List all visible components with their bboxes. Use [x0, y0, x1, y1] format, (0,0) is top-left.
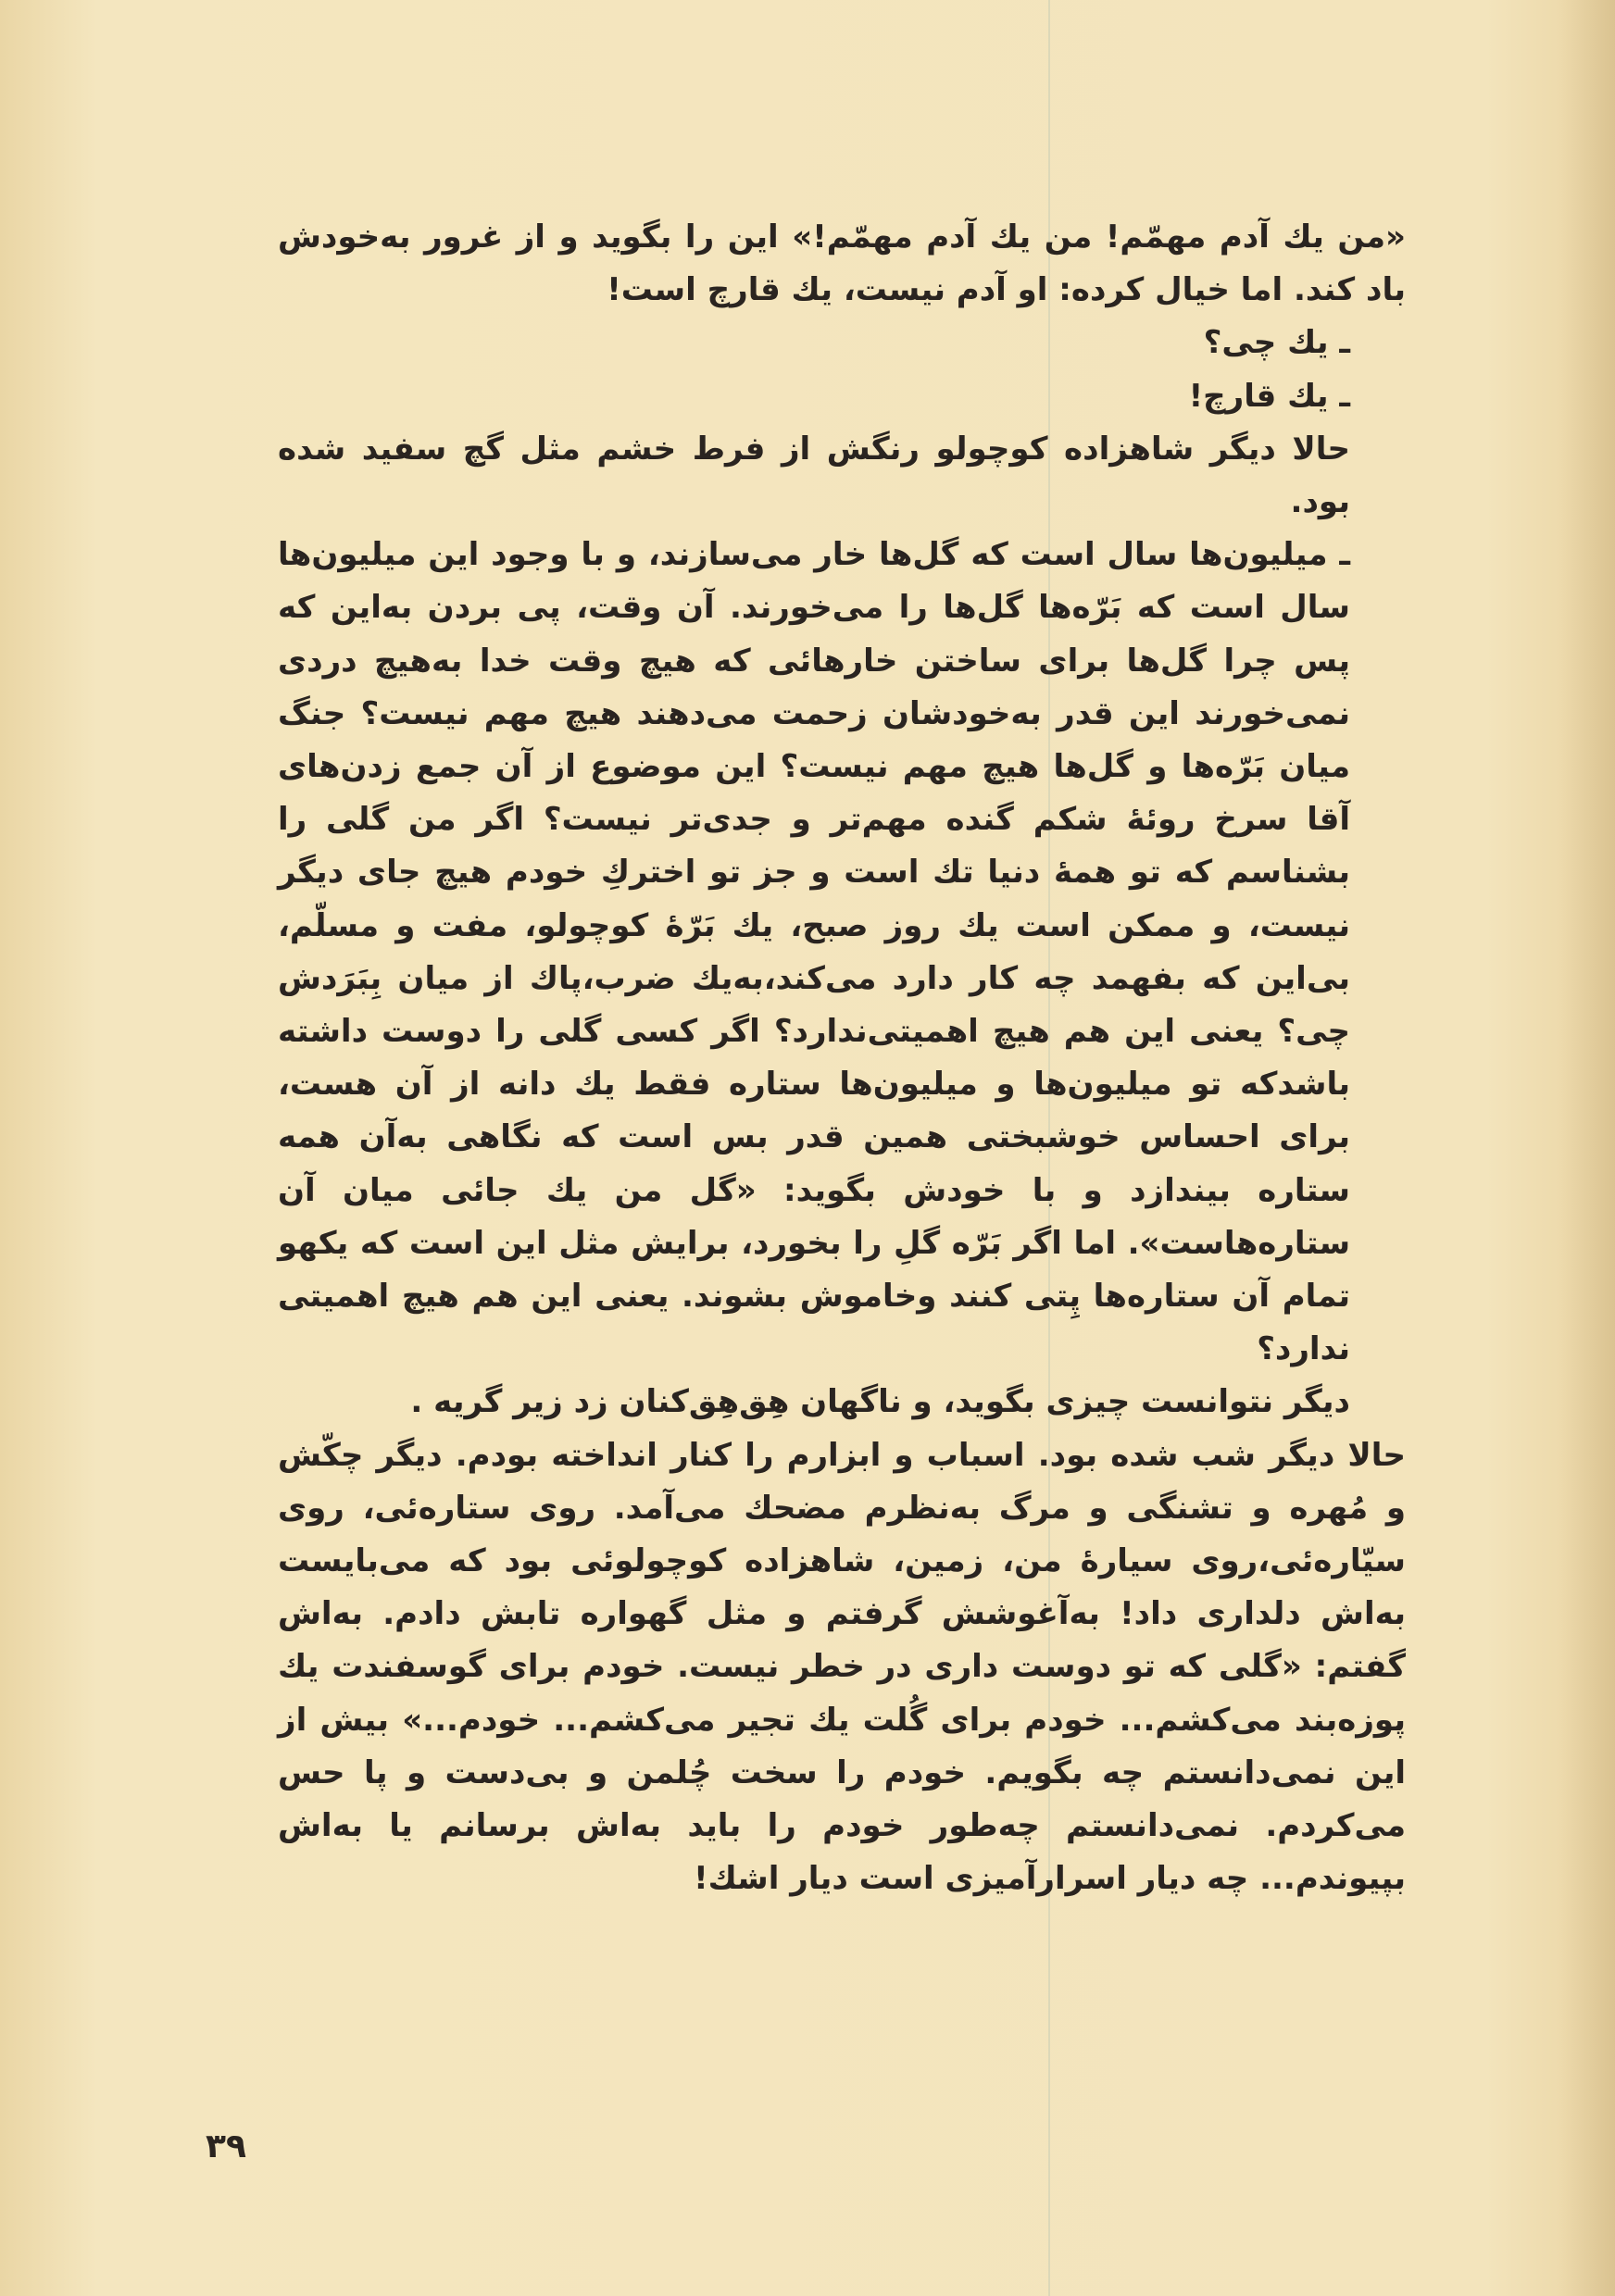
paragraph: ـ ميليون‌ها سال است كه گل‌ها خار مى‌سازند، و با وجود اين ميليون‌ها سال است كه بَرّه‌ها گل‌ها را مى‌خورند. آن وقت، پى بردن به‌اين كه پس چرا گل‌ها براى ساختن خارهائى كه هيچ وقت خدا به‌هيچ دردى نمى‌خورند اين قدر به‌خودشان زحمت مى‌دهند هيچ مهم نيست؟ جنگ ميان بَرّه‌ها و گل‌ها هيچ مهم نيست؟ اين موضوع از آن جمع زدن‌هاى آقا سرخ روئهٔ شكم گنده مهم‌تر و جدى‌تر نيست؟ اگر من گلى را بشناسم كه تو همهٔ دنيا تك است و جز تو اختركِ خودم هيچ جاى ديگر نيست، و ممكن است يك روز صبح، يك بَرّهٔ كوچولو، مفت و مسلّم، بى‌اين كه بفهمد چه كار دارد مى‌كند،به‌يك ضرب،پاك از ميان بِبَرَدش چى؟ يعنى اين هم هيچ اهميتى‌ندارد؟ اگر كسى گلى را دوست داشته باشدكه تو ميليون‌ها و ميليون‌ها ستاره فقط يك دانه از آن هست، براى احساس خوشبختى همين قدر بس است كه نگاهى به‌آن همه ستاره بيندازد و با خودش بگويد: «گل من يك جائى ميان آن ستاره‌هاست». اما اگر بَرّه گلِ را بخورد، برايش مثل اين است كه يكهو تمام آن ستاره‌ها پِتى كنند وخاموش بشوند. يعنى اين هم هيچ اهميتى ندارد؟	[278, 536, 1350, 1368]
paragraph: حالا ديگر شاهزاده كوچولو رنگش از فرط خشم مثل گچ سفيد شده بود.	[278, 430, 1350, 521]
paragraph: ديگر نتوانست چيزى بگويد، و ناگهان هِق‌هِق‌كنان زد زير گريه .	[410, 1383, 1350, 1421]
page-number: ۳۹	[206, 2128, 246, 2165]
dialogue-line: ـ يك چى؟	[1203, 324, 1350, 362]
paragraph: حالا ديگر شب شده بود. اسباب و ابزارم را كنار انداخته بودم. ديگر چكّش و مُهره و تشنگى و مرگ به‌نظرم مضحك مى‌آمد. روى ستاره‌ئى، روى سيّاره‌ئى،روى سيارهٔ من، زمين، شاهزاده كوچولوئى بود كه مى‌بايست به‌اش دلدارى داد! به‌آغوشش گرفتم و مثل گهواره تابش دادم. به‌اش گفتم: «گلى كه تو دوست دارى در خطر نيست. خودم براى گوسفندت يك پوزه‌بند مى‌كشم... خودم براى گُلت يك تجير مى‌كشم... خودم...» بيش از اين نمى‌دانستم چه بگويم. خودم را سخت چُلمن و بى‌دست و پا حس مى‌كردم. نمى‌دانستم چه‌طور خودم را بايد به‌اش برسانم يا به‌اش بپيوندم... چه ديار اسرارآميزى است ديار اشك!	[278, 1436, 1406, 1898]
dialogue-line: ـ يك قارچ!	[1188, 377, 1350, 415]
paragraph: «من يك آدم مهمّم! من يك آدم مهمّم!» اين را بگويد و از غرور به‌خودش باد كند. اما خيال كرده: او آدم نيست، يك قارچ است!	[278, 218, 1406, 309]
page-text	[278, 211, 1406, 1906]
page-edge-shadow	[1559, 0, 1615, 2296]
